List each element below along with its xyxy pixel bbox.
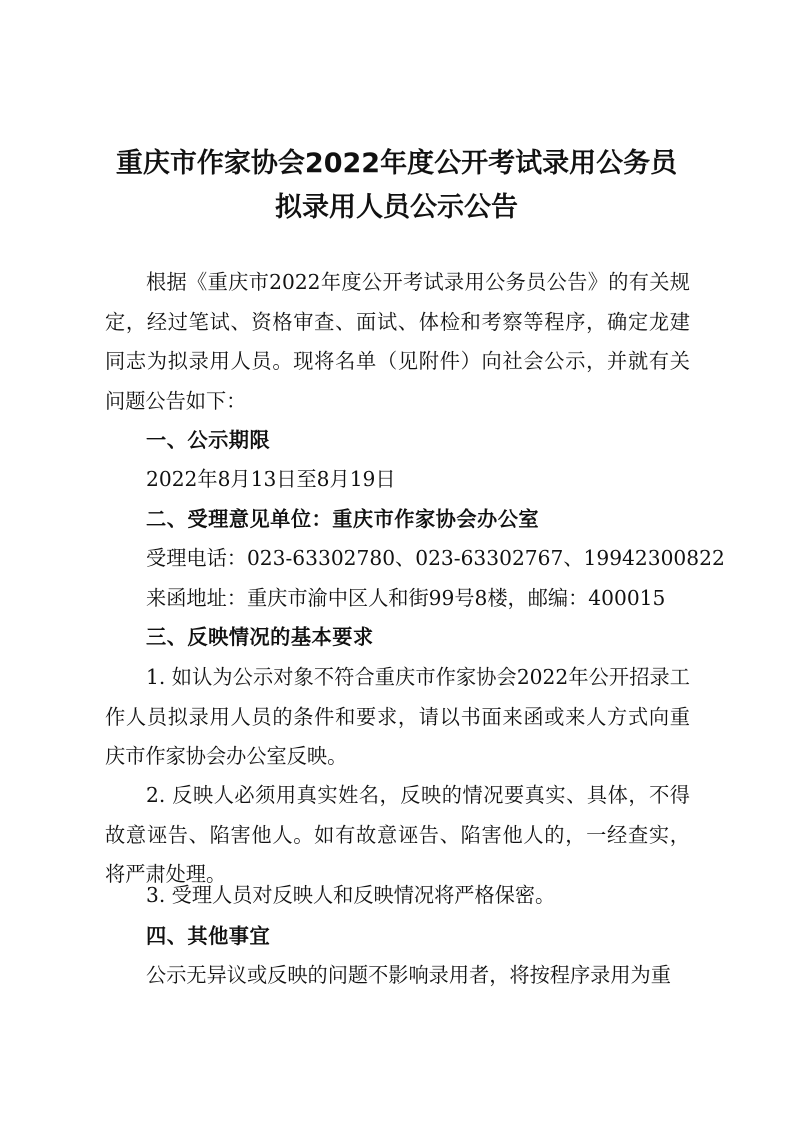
document-title-line-2: 拟录用人员公示公告 bbox=[275, 192, 518, 223]
publicity-period: 2022年8月13日至8月19日 bbox=[146, 467, 396, 491]
requirement-item-3: 3. 受理人员对反映人和反映情况将严格保密。 bbox=[146, 883, 556, 907]
mailing-address: 来函地址：重庆市渝中区人和街99号8楼，邮编：400015 bbox=[146, 586, 666, 610]
contact-phone: 受理电话：023-63302780、023-63302767、19942300822 bbox=[146, 546, 725, 570]
other-matters-text: 公示无异议或反映的问题不影响录用者，将按程序录用为重 bbox=[146, 963, 671, 987]
section-3-heading: 三、反映情况的基本要求 bbox=[146, 625, 374, 649]
requirement-item-2: 2. 反映人必须用真实姓名，反映的情况要真实、具体，不得故意诬告、陷害他人。如有故意诬告、陷害他人的，一经查实，将严肃处理。 bbox=[105, 783, 690, 886]
section-1-heading: 一、公示期限 bbox=[146, 428, 271, 452]
section-2-heading: 二、受理意见单位：重庆市作家协会办公室 bbox=[146, 507, 540, 531]
requirement-item-1: 1. 如认为公示对象不符合重庆市作家协会2022年公开招录工作人员拟录用人员的条件和要求，请以书面来函或来人方式向重庆市作家协会办公室反映。 bbox=[105, 665, 690, 768]
section-4-heading: 四、其他事宜 bbox=[146, 924, 271, 948]
intro-paragraph: 根据《重庆市2022年度公开考试录用公务员公告》的有关规定，经过笔试、资格审查、面试、体检和考察等程序，确定龙建同志为拟录用人员。现将名单（见附件）向社会公示，并就有关问题公告如下： bbox=[105, 270, 690, 413]
document-title-line-1: 重庆市作家协会2022年度公开考试录用公务员 bbox=[115, 148, 678, 179]
